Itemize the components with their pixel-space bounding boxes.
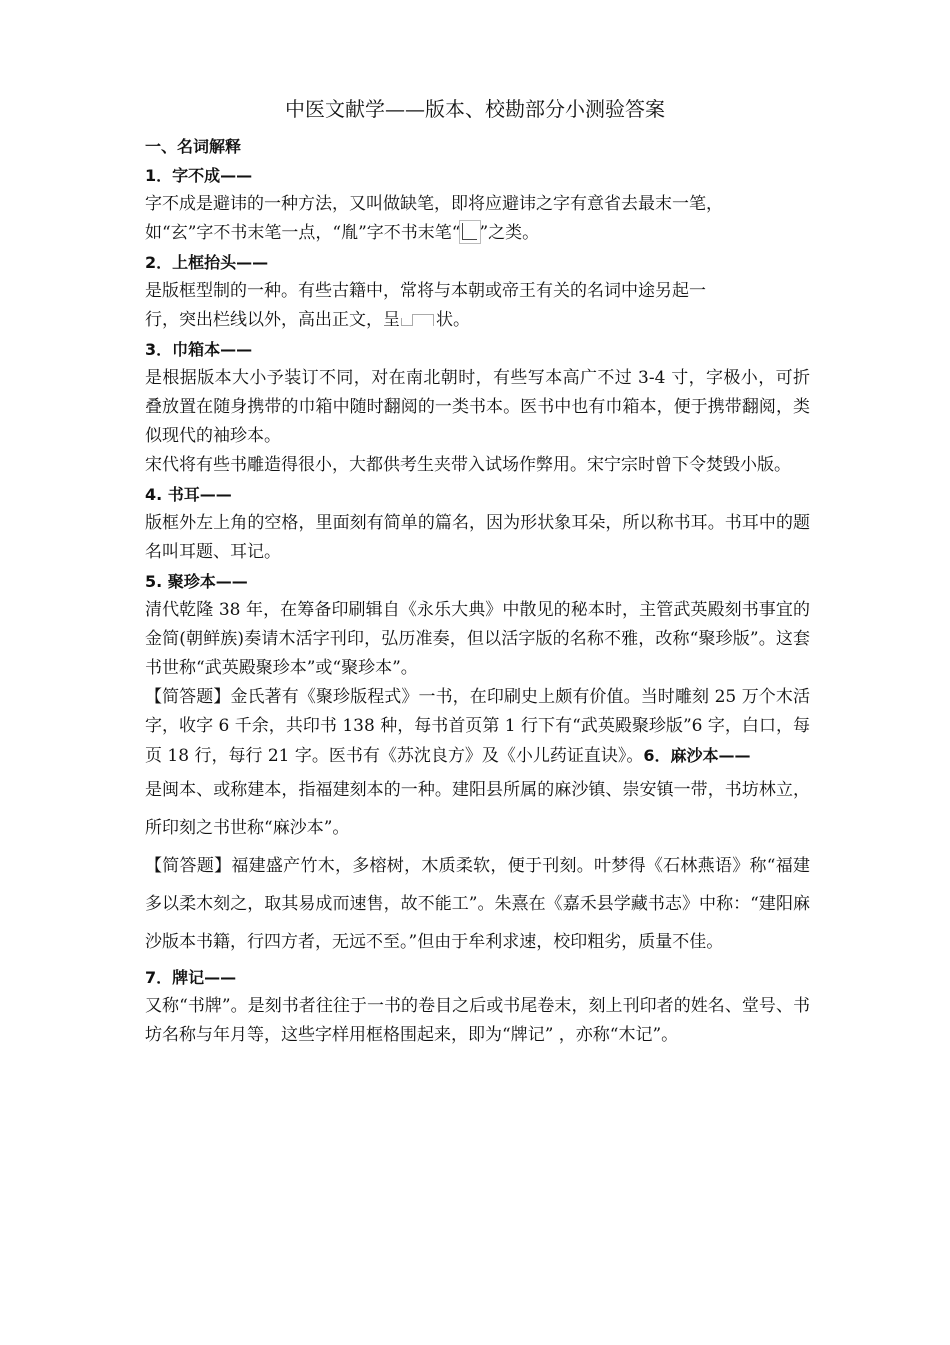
- term-text-6-para-1: 是闽本、或称建本，指福建刻本的一种。建阳县所属的麻沙镇、崇安镇一带，书坊林立，所印刻之书世称“麻沙本”。: [145, 780, 810, 838]
- term-heading-7: 7．牌记——: [145, 968, 237, 987]
- term-heading-5: 5. 聚珍本——: [145, 572, 248, 591]
- term-heading-6: 6．麻沙本——: [643, 746, 751, 765]
- document-body: [145, 132, 810, 1050]
- term-text-1-line-2b: ”之类。: [479, 223, 540, 243]
- term-heading-2: 2．上框抬头——: [145, 253, 269, 272]
- term-heading-1: 1．字不成——: [145, 166, 253, 185]
- section-heading: 一、名词解释: [145, 137, 242, 156]
- document-title: 中医文献学——版本、校勘部分小测验答案: [285, 97, 665, 121]
- term-heading-3: 3．巾箱本——: [145, 340, 253, 359]
- term-text-2-line-2b: 状。: [436, 310, 470, 330]
- term-text-3-para-1: 是根据版本大小予装订不同，对在南北朝时，有些写本高广不过 3-4 寸，字极小，可折叠放置在随身携带的巾箱中随时翻阅的一类书本。医书中也有巾箱本，便于携带翻阅，类似现代的袖珍本。: [145, 368, 810, 446]
- term-text-1-line-2a: 如“玄”字不书末笔一点，“胤”字不书末笔“: [145, 223, 461, 243]
- term-heading-4: 4. 书耳——: [145, 485, 232, 504]
- term-text-2-line-1: 是版框型制的一种。有些古籍中，常将与本朝或帝王有关的名词中途另起一: [145, 281, 706, 301]
- term-text-5-para-1: 清代乾隆 38 年，在筹备印刷辑自《永乐大典》中散见的秘本时，主管武英殿刻书事宜的金简(朝鲜族)奏请木活字刊印，弘历准奏，但以活字版的名称不雅，改称“聚珍版”。这套书世称“武英殿聚珍本”或“聚珍本”。: [145, 600, 810, 678]
- term-text-1-line-1: 字不成是避讳的一种方法，又叫做缺笔，即将应避讳之字有意省去最末一笔，: [145, 194, 723, 214]
- term-text-5-para-2: [145, 683, 810, 771]
- term-text-5-para-2-text: 【简答题】金氏著有《聚珍版程式》一书，在印刷史上颇有价值。当时雕刻 25 万个木活字，收字 6 千余，共印书 138 种，每书首页第 1 行下有“武英殿聚珍版”6 字，白口，每页 18 行，每行 21 字。医书有《苏沈良方》及《小儿药证直诀》。: [145, 687, 810, 766]
- term-text-2-line-2: [145, 306, 810, 335]
- missing-stroke-glyph-icon: [462, 223, 477, 240]
- raised-frame-shape-icon: [401, 314, 435, 326]
- term-text-6-para-2: 【简答题】福建盛产竹木，多榕树，木质柔软，便于刊刻。叶梦得《石林燕语》称“福建多以柔木刻之，取其易成而速售，故不能工”。朱熹在《嘉禾县学藏书志》中称：“建阳麻沙版本书籍，行四方者，无远不至。”但由于牟利求速，校印粗劣，质量不佳。: [145, 856, 810, 952]
- term-text-3-para-2: 宋代将有些书雕造得很小，大都供考生夹带入试场作弊用。宋宁宗时曾下令焚毁小版。: [145, 455, 791, 475]
- term-text-2: [145, 277, 810, 335]
- term-text-1: [145, 190, 810, 248]
- term-text-1-line-2: [145, 219, 810, 248]
- term-text-4-para-1: 版框外左上角的空格，里面刻有简单的篇名，因为形状象耳朵，所以称书耳。书耳中的题名叫耳题、耳记。: [145, 513, 810, 562]
- term-text-2-line-2a: 行，突出栏线以外，高出正文，呈: [145, 310, 400, 330]
- term-text-7-para-1: 又称“书牌”。是刻书者往往于一书的卷目之后或书尾卷末，刻上刊印者的姓名、堂号、书坊名称与年月等，这些字样用框格围起来，即为“牌记” ，亦称“木记”。: [145, 996, 810, 1045]
